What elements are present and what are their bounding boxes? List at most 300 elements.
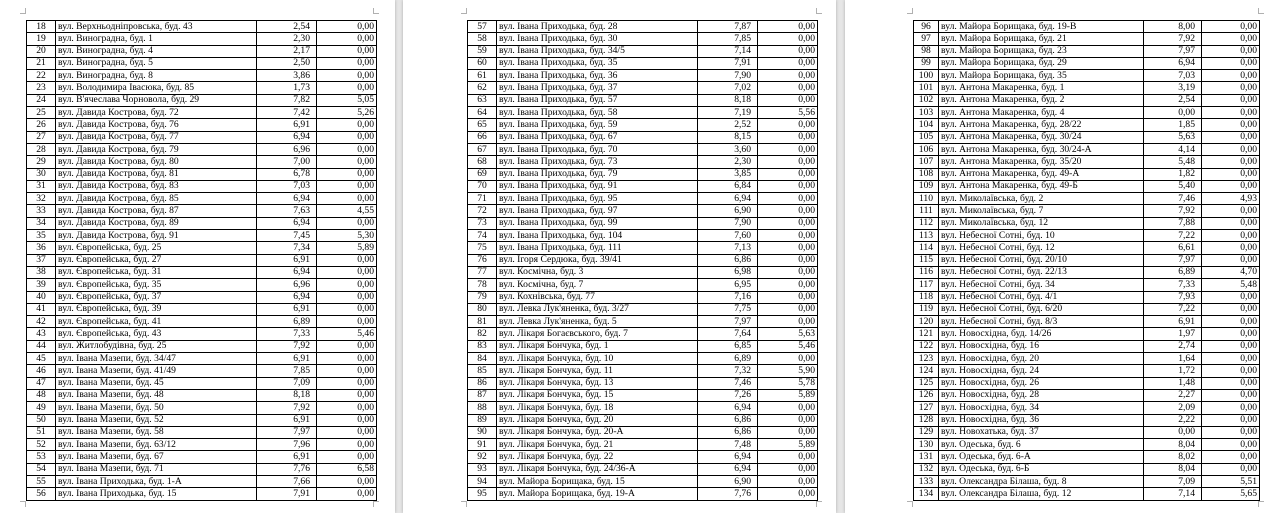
address-cell: вул. Лікаря Бончука, буд. 1: [497, 340, 698, 352]
page-corner-mark: [907, 8, 913, 14]
table-row: [27, 33, 377, 45]
row-number-cell: 73: [468, 217, 497, 229]
row-number-cell: 88: [468, 402, 497, 414]
second-value-cell: 0,00: [317, 156, 377, 168]
table-row: [914, 365, 1260, 377]
second-value-cell: 0,00: [317, 451, 377, 463]
row-number-cell: 43: [27, 328, 56, 340]
table-row: [914, 475, 1260, 487]
second-value-cell: 5,51: [1202, 475, 1260, 487]
address-cell: вул. Давида Кострова, буд. 81: [56, 168, 257, 180]
value-cell: 7,13: [698, 242, 758, 254]
row-number-cell: 23: [27, 82, 56, 94]
value-cell: 7,92: [257, 402, 317, 414]
second-value-cell: 5,46: [317, 328, 377, 340]
value-cell: 8,00: [1144, 21, 1202, 33]
address-cell: вул. Івана Мазепи, буд. 71: [56, 463, 257, 475]
value-cell: 1,48: [1144, 377, 1202, 389]
row-number-cell: 66: [468, 131, 497, 143]
value-cell: 6,91: [257, 303, 317, 315]
second-value-cell: 5,46: [758, 340, 818, 352]
second-value-cell: 0,00: [758, 57, 818, 69]
value-cell: 8,02: [1144, 451, 1202, 463]
table-row: [468, 45, 818, 57]
table-row: [914, 451, 1260, 463]
address-cell: вул. Одеська, буд. 6: [939, 439, 1144, 451]
value-cell: 6,86: [698, 414, 758, 426]
address-cell: вул. Європейська, буд. 43: [56, 328, 257, 340]
second-value-cell: 0,00: [1202, 180, 1260, 192]
address-cell: вул. Миколаївська, буд. 12: [939, 217, 1144, 229]
table-row: [914, 168, 1260, 180]
value-cell: 8,18: [698, 94, 758, 106]
table-row: [468, 316, 818, 328]
value-cell: 6,84: [698, 180, 758, 192]
second-value-cell: 0,00: [1202, 414, 1260, 426]
value-cell: 7,97: [257, 426, 317, 438]
row-number-cell: 122: [914, 340, 939, 352]
second-value-cell: 0,00: [317, 82, 377, 94]
address-cell: вул. Небесної Сотні, буд. 10: [939, 230, 1144, 242]
row-number-cell: 96: [914, 21, 939, 33]
table-row: [468, 21, 818, 33]
table-row: [27, 389, 377, 401]
value-cell: 6,90: [698, 205, 758, 217]
value-cell: 7,82: [257, 94, 317, 106]
address-cell: вул. Кохнівська, буд. 77: [497, 291, 698, 303]
table-row: [914, 94, 1260, 106]
table-row: [914, 217, 1260, 229]
table-row: [27, 266, 377, 278]
page-corner-mark: [373, 501, 379, 507]
address-cell: вул. Космічна, буд. 3: [497, 266, 698, 278]
second-value-cell: 0,00: [1202, 402, 1260, 414]
value-cell: 7,90: [698, 70, 758, 82]
address-cell: вул. Європейська, буд. 35: [56, 279, 257, 291]
table-row: [27, 463, 377, 475]
value-cell: 2,30: [698, 156, 758, 168]
table-row: [27, 377, 377, 389]
value-cell: 6,94: [257, 266, 317, 278]
value-cell: 7,22: [1144, 230, 1202, 242]
value-cell: 7,02: [698, 82, 758, 94]
row-number-cell: 78: [468, 279, 497, 291]
row-number-cell: 44: [27, 340, 56, 352]
second-value-cell: 0,00: [758, 33, 818, 45]
row-number-cell: 123: [914, 353, 939, 365]
value-cell: 0,00: [1144, 426, 1202, 438]
address-cell: вул. Виноградна, буд. 1: [56, 33, 257, 45]
row-number-cell: 61: [468, 70, 497, 82]
second-value-cell: 0,00: [317, 389, 377, 401]
page-corner-mark: [373, 8, 379, 14]
value-cell: 1,82: [1144, 168, 1202, 180]
row-number-cell: 49: [27, 402, 56, 414]
row-number-cell: 121: [914, 328, 939, 340]
value-cell: 7,14: [1144, 488, 1202, 500]
table-row: [27, 316, 377, 328]
table-row: [27, 353, 377, 365]
address-cell: вул. Лікаря Бончука, буд. 20: [497, 414, 698, 426]
second-value-cell: 4,70: [1202, 266, 1260, 278]
table-row: [914, 303, 1260, 315]
row-number-cell: 22: [27, 70, 56, 82]
address-cell: вул. Новосхідна, буд. 36: [939, 414, 1144, 426]
second-value-cell: 0,00: [1202, 316, 1260, 328]
row-number-cell: 65: [468, 119, 497, 131]
second-value-cell: 0,00: [1202, 365, 1260, 377]
second-value-cell: 0,00: [758, 180, 818, 192]
address-cell: вул. Європейська, буд. 41: [56, 316, 257, 328]
address-cell: вул. Новосхідна, буд. 24: [939, 365, 1144, 377]
value-cell: 7,75: [698, 303, 758, 315]
row-number-cell: 40: [27, 291, 56, 303]
value-cell: 6,85: [698, 340, 758, 352]
row-number-cell: 128: [914, 414, 939, 426]
row-number-cell: 74: [468, 230, 497, 242]
address-cell: вул. Одеська, буд. 6-Б: [939, 463, 1144, 475]
row-number-cell: 94: [468, 475, 497, 487]
second-value-cell: 0,00: [317, 316, 377, 328]
row-number-cell: 76: [468, 254, 497, 266]
table-row: [914, 340, 1260, 352]
value-cell: 6,91: [1144, 316, 1202, 328]
table-row: [468, 266, 818, 278]
address-cell: вул. Миколаївська, буд. 2: [939, 193, 1144, 205]
row-number-cell: 63: [468, 94, 497, 106]
second-value-cell: 0,00: [317, 217, 377, 229]
row-number-cell: 68: [468, 156, 497, 168]
table-row: [468, 180, 818, 192]
second-value-cell: 0,00: [758, 168, 818, 180]
address-cell: вул. Івана Приходька, буд. 15: [56, 488, 257, 500]
value-cell: 6,90: [698, 475, 758, 487]
second-value-cell: 0,00: [758, 143, 818, 155]
address-cell: вул. Ігоря Сердюка, буд. 39/41: [497, 254, 698, 266]
address-cell: вул. Івана Приходька, буд. 91: [497, 180, 698, 192]
table-row: [468, 254, 818, 266]
address-cell: вул. Космічна, буд. 7: [497, 279, 698, 291]
table-row: [914, 45, 1260, 57]
value-cell: 6,94: [698, 463, 758, 475]
row-number-cell: 21: [27, 57, 56, 69]
second-value-cell: 0,00: [758, 45, 818, 57]
row-number-cell: 112: [914, 217, 939, 229]
table-row: [468, 94, 818, 106]
second-value-cell: 0,00: [758, 205, 818, 217]
row-number-cell: 72: [468, 205, 497, 217]
second-value-cell: 0,00: [758, 475, 818, 487]
table-row: [27, 143, 377, 155]
address-cell: вул. Європейська, буд. 31: [56, 266, 257, 278]
table-row: [468, 377, 818, 389]
value-cell: 6,95: [698, 279, 758, 291]
value-cell: 7,76: [257, 463, 317, 475]
table-row: [914, 21, 1260, 33]
value-cell: 7,32: [698, 365, 758, 377]
row-number-cell: 85: [468, 365, 497, 377]
address-cell: вул. Майора Борищака, буд. 15: [497, 475, 698, 487]
second-value-cell: 0,00: [758, 279, 818, 291]
table-row: [27, 156, 377, 168]
value-cell: 2,22: [1144, 414, 1202, 426]
row-number-cell: 134: [914, 488, 939, 500]
value-cell: 6,94: [257, 131, 317, 143]
value-cell: 6,94: [257, 291, 317, 303]
table-row: [27, 57, 377, 69]
table-row: [914, 402, 1260, 414]
second-value-cell: 0,00: [1202, 168, 1260, 180]
table-row: [27, 340, 377, 352]
address-cell: вул. Виноградна, буд. 8: [56, 70, 257, 82]
table-row: [27, 365, 377, 377]
table-row: [27, 254, 377, 266]
value-cell: 7,33: [257, 328, 317, 340]
address-cell: вул. Європейська, буд. 37: [56, 291, 257, 303]
value-cell: 7,19: [698, 107, 758, 119]
page-corner-mark: [1258, 501, 1264, 507]
second-value-cell: 0,00: [317, 303, 377, 315]
table-row: [914, 463, 1260, 475]
document-page-2: [403, 0, 836, 513]
address-cell: вул. Майора Борищака, буд. 35: [939, 70, 1144, 82]
second-value-cell: 0,00: [1202, 205, 1260, 217]
value-cell: 8,15: [698, 131, 758, 143]
address-cell: вул. Івана Мазепи, буд. 52: [56, 414, 257, 426]
table-row: [27, 230, 377, 242]
address-cell: вул. Європейська, буд. 27: [56, 254, 257, 266]
table-row: [468, 70, 818, 82]
table-row: [27, 475, 377, 487]
row-number-cell: 77: [468, 266, 497, 278]
table-row: [468, 168, 818, 180]
row-number-cell: 42: [27, 316, 56, 328]
value-cell: 6,61: [1144, 242, 1202, 254]
address-cell: вул. Івана Мазепи, буд. 34/47: [56, 353, 257, 365]
row-number-cell: 35: [27, 230, 56, 242]
table-row: [914, 266, 1260, 278]
value-cell: 6,94: [698, 402, 758, 414]
address-cell: вул. Антона Макаренка, буд. 28/22: [939, 119, 1144, 131]
second-value-cell: 0,00: [1202, 303, 1260, 315]
value-cell: 7,93: [1144, 291, 1202, 303]
second-value-cell: 0,00: [758, 414, 818, 426]
row-number-cell: 107: [914, 156, 939, 168]
document-page-3: [845, 0, 1280, 513]
row-number-cell: 38: [27, 266, 56, 278]
second-value-cell: 0,00: [1202, 291, 1260, 303]
second-value-cell: 0,00: [758, 94, 818, 106]
table-row: [914, 119, 1260, 131]
address-cell: вул. Виноградна, буд. 4: [56, 45, 257, 57]
row-number-cell: 37: [27, 254, 56, 266]
second-value-cell: 0,00: [317, 168, 377, 180]
row-number-cell: 100: [914, 70, 939, 82]
address-cell: вул. Давида Кострова, буд. 91: [56, 230, 257, 242]
value-cell: 6,94: [698, 451, 758, 463]
table-row: [914, 279, 1260, 291]
table-row: [914, 131, 1260, 143]
address-cell: вул. Івана Приходька, буд. 67: [497, 131, 698, 143]
address-cell: вул. Небесної Сотні, буд. 4/1: [939, 291, 1144, 303]
value-cell: 7,97: [1144, 45, 1202, 57]
value-cell: 3,19: [1144, 82, 1202, 94]
value-cell: 6,91: [257, 451, 317, 463]
table-row: [468, 340, 818, 352]
row-number-cell: 87: [468, 389, 497, 401]
second-value-cell: 0,00: [1202, 70, 1260, 82]
row-number-cell: 119: [914, 303, 939, 315]
table-row: [27, 119, 377, 131]
second-value-cell: 0,00: [1202, 328, 1260, 340]
second-value-cell: 0,00: [758, 266, 818, 278]
second-value-cell: 0,00: [758, 156, 818, 168]
value-cell: 6,94: [257, 193, 317, 205]
second-value-cell: 0,00: [317, 439, 377, 451]
row-number-cell: 58: [468, 33, 497, 45]
address-cell: вул. Лікаря Бончука, буд. 13: [497, 377, 698, 389]
row-number-cell: 102: [914, 94, 939, 106]
address-cell: вул. Давида Кострова, буд. 77: [56, 131, 257, 143]
address-cell: вул. Новосхідна, буд. 26: [939, 377, 1144, 389]
page-corner-mark: [907, 501, 913, 507]
address-cell: вул. Давида Кострова, буд. 85: [56, 193, 257, 205]
table-row: [27, 488, 377, 500]
second-value-cell: 0,00: [1202, 439, 1260, 451]
second-value-cell: 0,00: [1202, 451, 1260, 463]
second-value-cell: 0,00: [317, 45, 377, 57]
second-value-cell: 5,65: [1202, 488, 1260, 500]
second-value-cell: 0,00: [317, 33, 377, 45]
row-number-cell: 129: [914, 426, 939, 438]
second-value-cell: 0,00: [758, 451, 818, 463]
table-row: [468, 414, 818, 426]
address-cell: вул. Івана Приходька, буд. 73: [497, 156, 698, 168]
table-row: [468, 279, 818, 291]
address-cell: вул. Івана Мазепи, буд. 67: [56, 451, 257, 463]
address-cell: вул. Івана Приходька, буд. 111: [497, 242, 698, 254]
row-number-cell: 99: [914, 57, 939, 69]
second-value-cell: 0,00: [758, 426, 818, 438]
table-row: [27, 131, 377, 143]
second-value-cell: 6,58: [317, 463, 377, 475]
value-cell: 2,74: [1144, 340, 1202, 352]
second-value-cell: 0,00: [317, 180, 377, 192]
row-number-cell: 109: [914, 180, 939, 192]
address-cell: вул. Давида Кострова, буд. 76: [56, 119, 257, 131]
row-number-cell: 25: [27, 107, 56, 119]
value-cell: 7,91: [257, 488, 317, 500]
address-cell: вул. Антона Макаренка, буд. 35/20: [939, 156, 1144, 168]
row-number-cell: 67: [468, 143, 497, 155]
second-value-cell: 5,63: [758, 328, 818, 340]
value-cell: 8,04: [1144, 439, 1202, 451]
second-value-cell: 5,56: [758, 107, 818, 119]
address-cell: вул. Давида Кострова, буд. 83: [56, 180, 257, 192]
second-value-cell: 0,00: [758, 463, 818, 475]
document-page-1: [0, 0, 395, 513]
second-value-cell: 0,00: [317, 254, 377, 266]
row-number-cell: 113: [914, 230, 939, 242]
row-number-cell: 125: [914, 377, 939, 389]
value-cell: 7,46: [698, 377, 758, 389]
row-number-cell: 27: [27, 131, 56, 143]
table-row: [468, 82, 818, 94]
address-cell: вул. Івана Приходька, буд. 36: [497, 70, 698, 82]
second-value-cell: 0,00: [1202, 230, 1260, 242]
row-number-cell: 86: [468, 377, 497, 389]
address-cell: вул. Антона Макаренка, буд. 30/24-А: [939, 143, 1144, 155]
value-cell: 6,91: [257, 254, 317, 266]
value-cell: 7,91: [698, 57, 758, 69]
row-number-cell: 111: [914, 205, 939, 217]
address-cell: вул. Івана Мазепи, буд. 63/12: [56, 439, 257, 451]
second-value-cell: 0,00: [317, 119, 377, 131]
address-cell: вул. Новосхідна, буд. 28: [939, 389, 1144, 401]
address-cell: вул. Антона Макаренка, буд. 2: [939, 94, 1144, 106]
value-cell: 6,94: [698, 193, 758, 205]
value-cell: 2,54: [1144, 94, 1202, 106]
second-value-cell: 0,00: [317, 57, 377, 69]
second-value-cell: 5,78: [758, 377, 818, 389]
table-row: [27, 21, 377, 33]
row-number-cell: 52: [27, 439, 56, 451]
table-row: [914, 33, 1260, 45]
second-value-cell: 5,48: [1202, 279, 1260, 291]
row-number-cell: 28: [27, 143, 56, 155]
second-value-cell: 0,00: [1202, 353, 1260, 365]
row-number-cell: 75: [468, 242, 497, 254]
second-value-cell: 0,00: [317, 377, 377, 389]
second-value-cell: 0,00: [758, 353, 818, 365]
table-row: [27, 291, 377, 303]
row-number-cell: 97: [914, 33, 939, 45]
address-cell: вул. Лікаря Бончука, буд. 20-А: [497, 426, 698, 438]
value-cell: 3,85: [698, 168, 758, 180]
second-value-cell: 0,00: [317, 353, 377, 365]
tariff-table-page-3: [913, 20, 1260, 501]
table-row: [468, 291, 818, 303]
table-row: [468, 131, 818, 143]
value-cell: 7,97: [1144, 254, 1202, 266]
address-cell: вул. Антона Макаренка, буд. 4: [939, 107, 1144, 119]
table-row: [914, 143, 1260, 155]
table-row: [468, 156, 818, 168]
second-value-cell: 5,05: [317, 94, 377, 106]
table-row: [914, 439, 1260, 451]
row-number-cell: 32: [27, 193, 56, 205]
table-row: [468, 193, 818, 205]
table-row: [914, 488, 1260, 500]
address-cell: вул. Івана Приходька, буд. 35: [497, 57, 698, 69]
second-value-cell: 0,00: [1202, 377, 1260, 389]
value-cell: 5,40: [1144, 180, 1202, 192]
table-row: [914, 156, 1260, 168]
value-cell: 2,17: [257, 45, 317, 57]
table-row: [914, 70, 1260, 82]
value-cell: 7,97: [698, 316, 758, 328]
row-number-cell: 50: [27, 414, 56, 426]
table-row: [468, 463, 818, 475]
second-value-cell: 0,00: [1202, 94, 1260, 106]
address-cell: вул. Івана Приходька, буд. 59: [497, 119, 698, 131]
second-value-cell: 0,00: [758, 82, 818, 94]
page-corner-mark: [20, 501, 26, 507]
value-cell: 2,54: [257, 21, 317, 33]
address-cell: вул. Івана Приходька, буд. 30: [497, 33, 698, 45]
row-number-cell: 30: [27, 168, 56, 180]
value-cell: 5,63: [1144, 131, 1202, 143]
